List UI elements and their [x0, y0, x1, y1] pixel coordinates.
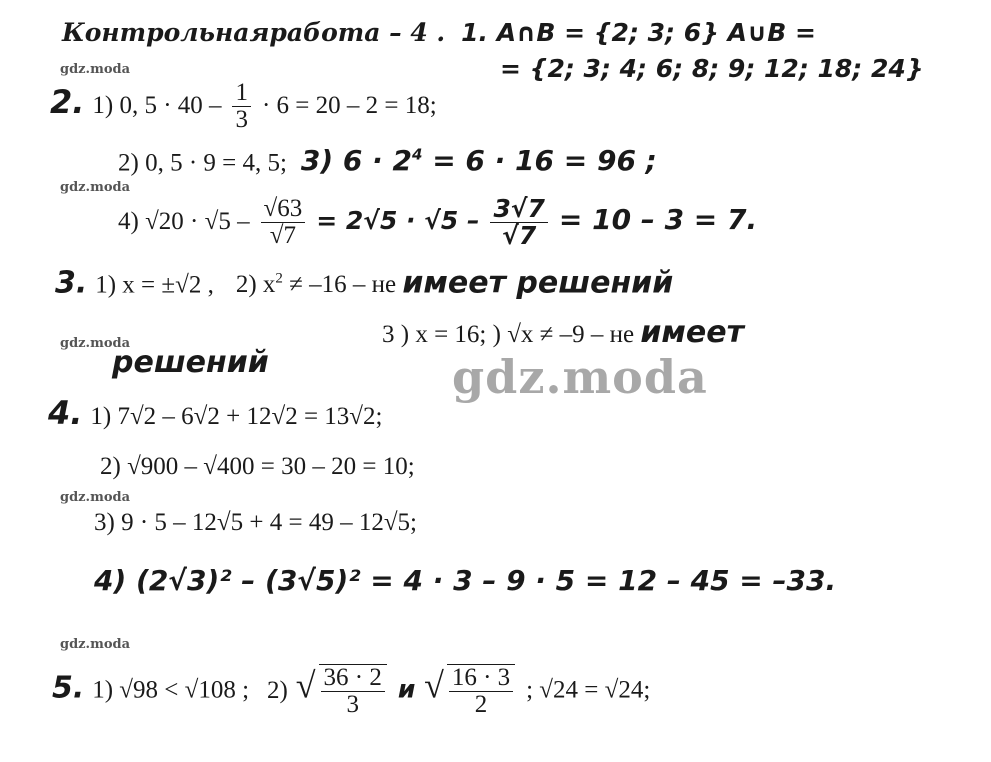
task5-and: и [397, 674, 425, 704]
task2-number: 2. [50, 83, 85, 121]
task3-p3: 3 ) x = 16; ) √x ≠ –9 – не [382, 321, 641, 348]
sqrt-sign-1: √ [295, 665, 316, 706]
task2-p1-end: · 6 = 20 – 2 = 18; [261, 92, 437, 119]
task4-line2: 2) √900 – √400 = 30 – 20 = 10; [100, 453, 415, 480]
task3-line3: решений [112, 345, 269, 380]
watermark-1: gdz.moda [60, 62, 131, 77]
fraction-root63-root7: $\frac{√63}{√7}$ [261, 196, 306, 249]
task5-p2: 2) [267, 676, 288, 704]
task2-p4-b: = 2√5 · √5 – [316, 206, 480, 235]
task1-line1: 1. A∩B = {2; 3; 6} A∪B = [461, 18, 816, 47]
watermark-3: gdz.moda [60, 336, 131, 351]
task2-p4-a: 4) √20 · √5 – [118, 208, 250, 235]
task4-line1 [48, 394, 383, 432]
task4-line4: 4) (2√3)² – (3√5)² = 4 · 3 – 9 · 5 = 12 – 45 = –33. [94, 564, 837, 597]
task4-line3: 3) 9 · 5 – 12√5 + 4 = 49 – 12√5; [94, 509, 417, 536]
task3-p2: 2) $x^2 \ne -16$ – не [235, 271, 403, 299]
header [62, 18, 816, 48]
fraction-16x3-over-2: $\frac{16 \cdot 3}{2}$ [447, 664, 515, 718]
task5-line1 [52, 664, 650, 718]
task2-line2 [118, 140, 657, 178]
watermark-2: gdz.moda [60, 180, 131, 195]
task5-p1: 1) √98 < √108 ; [92, 676, 250, 704]
task3-line1 [55, 264, 673, 300]
watermark-large: gdz.moda [452, 350, 708, 404]
page-title: Контрольнаяработа – 4 . [62, 18, 446, 47]
task4-p1: 1) 7√2 – 6√2 + 12√2 = 13√2; [90, 403, 383, 430]
task2-line3 [118, 196, 757, 249]
task2-p2: 2) 0, 5 · 9 = 4, 5; [118, 149, 287, 177]
task3-number: 3. [55, 265, 88, 301]
task5-number: 5. [52, 670, 85, 706]
task4-number: 4. [48, 394, 83, 432]
task3-p3-handwritten: имеет [640, 315, 744, 350]
fraction-36x2-over-3: $\frac{36 \cdot 2}{3}$ [319, 664, 387, 718]
task2-p1-start: 1) 0, 5 · 40 – [92, 92, 222, 119]
sqrt-sign-2: √ [424, 665, 444, 706]
task3-p2-handwritten: имеет решений [402, 265, 674, 301]
task2-p3: 3) $6 \cdot 2^4 = 6 \cdot 16 = 96$ ; [300, 144, 657, 178]
task3-line2 [382, 315, 744, 350]
task2-p4-end: = 10 – 3 = 7. [558, 203, 758, 236]
fraction-one-third: $\frac{1}{3}$ [232, 80, 251, 133]
task1-line2: = {2; 3; 4; 6; 8; 9; 12; 18; 24} [500, 54, 924, 83]
task2-line1 [50, 80, 437, 133]
watermark-4: gdz.moda [60, 490, 131, 505]
watermark-5: gdz.moda [60, 637, 131, 652]
task5-end: ; √24 = √24; [526, 676, 651, 704]
fraction-3root7-root7: $\frac{3√7}{√7}$ [490, 196, 547, 249]
task3-p1: 1) x = ±√2 , [95, 271, 214, 299]
